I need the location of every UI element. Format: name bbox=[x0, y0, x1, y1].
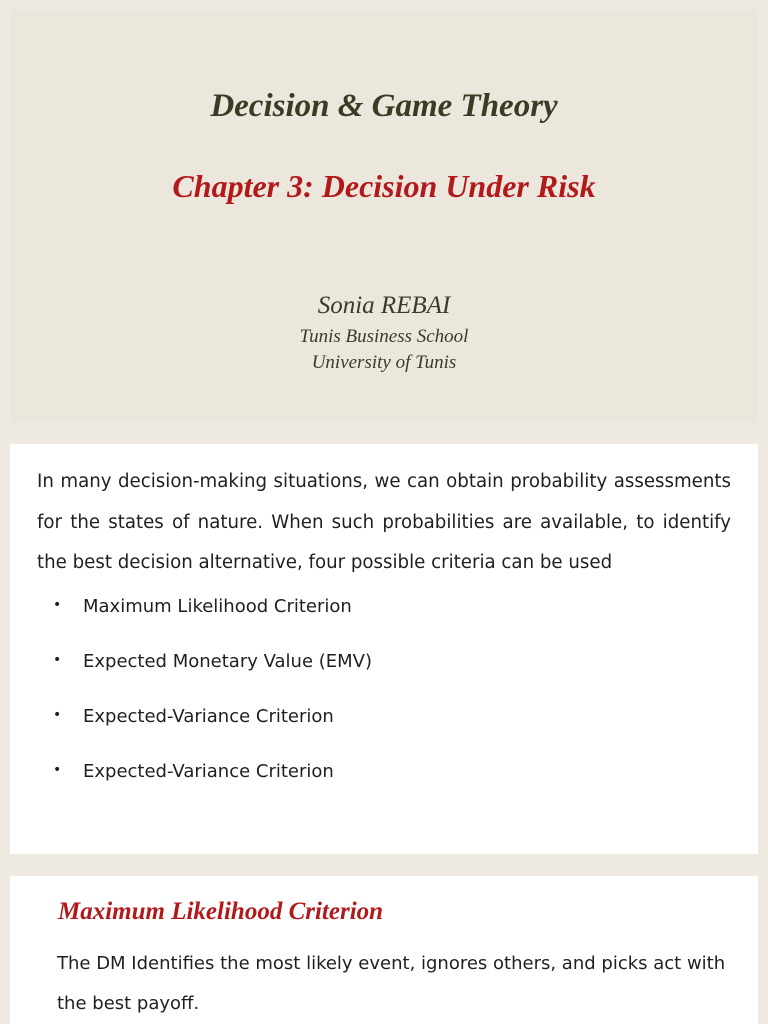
criterion-label: Expected-Variance Criterion bbox=[83, 706, 334, 727]
mlc-slide bbox=[10, 876, 758, 1024]
criterion-label: Maximum Likelihood Criterion bbox=[83, 596, 352, 617]
course-title: Decision & Game Theory bbox=[210, 88, 558, 124]
intro-slide bbox=[10, 444, 758, 854]
section-body: The DM Identifies the most likely event, ignores others, and picks act with the best payoff. bbox=[57, 953, 726, 1014]
title-slide bbox=[10, 10, 758, 422]
criterion-label: Expected-Variance Criterion bbox=[83, 761, 334, 782]
author-name: Sonia REBAI bbox=[317, 292, 451, 319]
bullet-icon: • bbox=[53, 597, 62, 613]
affiliation-school: Tunis Business School bbox=[299, 326, 469, 347]
intro-paragraph: In many decision-making situations, we can obtain probability assessments for the states of nature. When such probabilities are available, to identify the best decision alternative, four possible criteria can be used bbox=[37, 471, 731, 573]
chapter-title: Chapter 3: Decision Under Risk bbox=[172, 168, 596, 204]
bullet-icon: • bbox=[53, 762, 62, 778]
bullet-icon: • bbox=[53, 707, 62, 723]
criterion-label: Expected Monetary Value (EMV) bbox=[83, 651, 373, 672]
bullet-icon: • bbox=[53, 652, 62, 668]
section-heading: Maximum Likelihood Criterion bbox=[58, 898, 384, 925]
affiliation-university: University of Tunis bbox=[311, 352, 457, 373]
